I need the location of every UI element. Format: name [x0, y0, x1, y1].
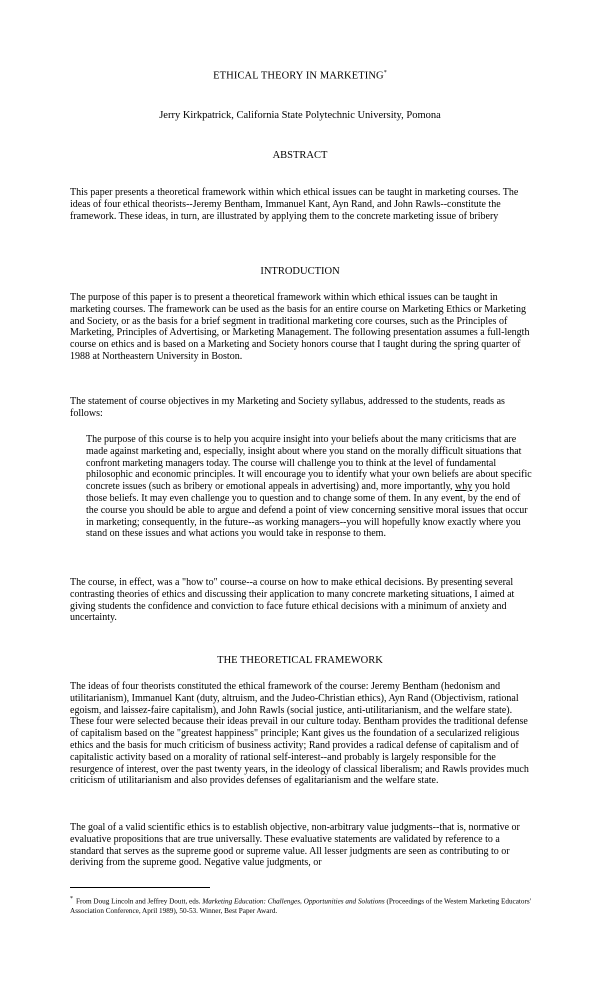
footnote-mark: * [70, 896, 73, 902]
author-line: Jerry Kirkpatrick, California State Polytechnic University, Pomona [159, 110, 441, 121]
paper-title [0, 70, 600, 82]
footnote-book-title: Marketing Education: Challenges, Opportunities and Solutions [202, 897, 385, 906]
intro-paragraph-3: The course, in effect, was a "how to" course--a course on how to make ethical decisions. By presenting several contrasting theories of ethics and discussing their application to many concrete marketing situations, I aimed at giving students the confidence and conviction to face future ethical decisions with a minimum of anxiety and uncertainty. [70, 577, 515, 624]
quote-text-part-2: you hold those beliefs. It may even challenge you to question and to change some of them. In any event, by the end of the course you should be able to argue and defend a point of view concerning sensitive moral issues that occur in marketing; consequently, in the future--as working managers--you will hopefully know exactly where you stand on these issues and what actions you would take in response to them. [86, 481, 528, 540]
title-footnote-mark: * [383, 70, 387, 76]
framework-paragraph-2: The goal of a valid scientific ethics is to establish objective, non-arbitrary value judgments--that is, normative or evaluative propositions that are true universally. These evaluative statements are validated by reference to a standard that serves as the supreme good or supreme value. All lesser judgments are seen as contributing to or deriving from the supreme good. Negative value judgments, or [70, 822, 520, 869]
footnote-divider [70, 887, 210, 888]
intro-paragraph-2: The statement of course objectives in my Marketing and Society syllabus, addressed to the students, reads as follows: [70, 396, 505, 419]
title-text: ETHICAL THEORY IN MARKETING [213, 70, 384, 82]
footnote [70, 894, 532, 916]
footnote-text-post: (Proceedings of the Western Marketing Educators' Association Conference, April 1989), 50-53. Winner, Best Paper Award. [70, 897, 531, 916]
intro-paragraph-1: The purpose of this paper is to present a theoretical framework within which ethical issues can be taught in marketing courses. The framework can be used as the basis for an entire course on Marketing Ethics or Marketing and Society, or as the basis for a brief segment in traditional marketing core courses, such as the Principles of Marketing, Principles of Advertising, or Marketing Management. The following presentation assumes a full-length course on ethics and is based on a Marketing and Society honors course that I taught during the spring quarter of 1988 at Northeastern University in Boston. [70, 292, 530, 362]
abstract-heading: ABSTRACT [272, 150, 328, 161]
introduction-heading: INTRODUCTION [260, 266, 340, 277]
quote-text-part-1: The purpose of this course is to help you acquire insight into your beliefs about the many criticisms that are made against marketing and, especially, insight about where you stand on the morally difficult situations that confront marketing managers today. The course will challenge you to think at the level of fundamental philosophic and economic principles. It will encourage you to identify what your own beliefs are about specific concrete issues (such as bribery or emotional appeals in advertising) and, more importantly, [86, 434, 532, 493]
quote-underlined-word: why [454, 481, 473, 493]
framework-heading: THE THEORETICAL FRAMEWORK [217, 655, 383, 666]
syllabus-block-quote [86, 434, 532, 540]
abstract-paragraph: This paper presents a theoretical framework within which ethical issues can be taught in marketing courses. The ideas of four ethical theorists--Jeremy Bentham, Immanuel Kant, Ayn Rand, and John Rawls--constitute the framework. These ideas, in turn, are illustrated by applying them to the concrete marketing issue of bribery [70, 187, 519, 222]
framework-paragraph-1: The ideas of four theorists constituted the ethical framework of the course: Jeremy Bentham (hedonism and utilitarianism), Immanuel Kant (duty, altruism, and the Judeo-Christian ethics), Ayn Rand (Objectivism, rational egoism, and laissez-faire capitalism), and John Rawls (social justice, anti-utilitarianism, and the welfare state). These four were selected because their ideas prevail in our culture today. Bentham provides the traditional defense of capitalism based on the "greatest happiness" principle; Kant gives us the foundation of a secularized religious ethics and the basis for much criticism of business activity; Rand provides a radical defense of capitalism and of capitalistic activity based on a morality of rational self-interest--and probably is largely responsible for the resurgence of interest, over the past twenty years, in the ideology of classical liberalism; and Rawls provides much criticism of utilitarianism and also provides defenses of egalitarianism and the welfare state. [70, 681, 529, 787]
footnote-text-pre: From Doug Lincoln and Jeffrey Doutt, eds. [76, 897, 201, 906]
